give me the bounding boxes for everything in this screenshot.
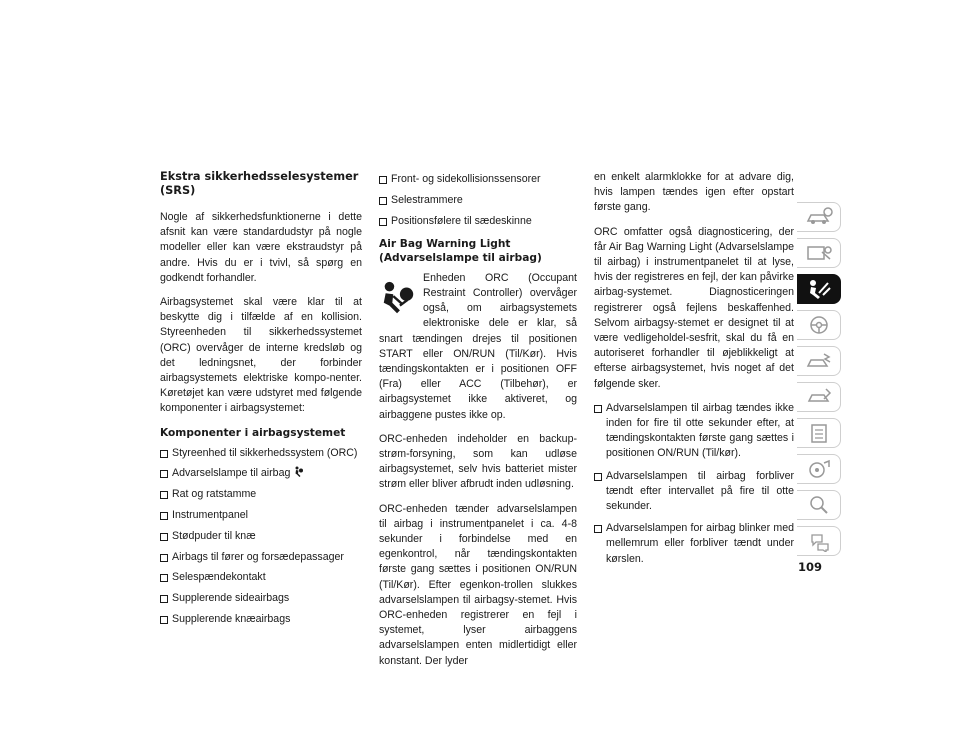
list-item: Advarselslampen for airbag blinker med mellemrum eller forbliver tændt under kørslen. [594, 521, 794, 567]
list-item: Advarselslampen til airbag tændes ikke inden for fire til otte sekunder efter, at tændingskontakten første gang sættes i positionen ON/RUN (Til/kør). [594, 401, 794, 462]
column-3 [594, 170, 794, 575]
section-heading: Ekstra sikkerhedsselesystemer (SRS) [160, 170, 359, 197]
tab-multimedia[interactable] [797, 454, 841, 484]
list-item: Instrumentpanel [160, 508, 362, 523]
list-item: Stødpuder til knæ [160, 529, 362, 544]
tab-dashboard-lights[interactable] [797, 238, 841, 268]
diagnostics-paragraph: ORC omfatter også diagnosticering, der får Air Bag Warning Light (Advarselslampe til airbag) i instrumentpanelet til at lyse, hvis der registreres en fejl, der kan påvirke airbag-systemet. Diagnosticeringen registrerer også fejlens beskaffenhed. Selvom airbagsy-stemet er designet til at være vedligeholdel-sesfrit, skal du få en autoriseret forhandler til øjeblikkeligt at efterse airbagsystemet, hvis noget af det følgende sker. [594, 225, 794, 390]
tab-emergency[interactable] [797, 346, 841, 376]
chapter-tabs [797, 202, 841, 562]
tab-index[interactable] [797, 490, 841, 520]
alarm-paragraph: en enkelt alarmklokke for at advare dig, hvis lampen tændes igen efter opstart første gang. [594, 171, 794, 214]
backup-power-paragraph: ORC-enheden indeholder en backup-strøm-forsyning, som kan udløse airbagsystemet, selv hvis batteriet mister strøm eller bliver afbrudt inden udløsning. [379, 432, 577, 491]
tab-languages[interactable] [797, 526, 841, 556]
airbag-warning-icon [294, 466, 303, 478]
search-icon [804, 494, 834, 516]
list-item: Advarselslampe til airbag [160, 466, 362, 481]
list-item: Airbags til fører og forsædepassager [160, 550, 362, 565]
list-item: Supplerende knæairbags [160, 612, 362, 627]
list-item: Styreenhed til sikkerhedssystem (ORC) [160, 446, 362, 461]
list-item: Rat og ratstamme [160, 487, 362, 502]
steering-wheel-icon [804, 314, 834, 336]
orc-paragraph: Enheden ORC (Occupant Restraint Controller) overvåger også, om airbagsystemets elektroniske dele er klar, så snart tændingen drejes til positionen START eller ON/RUN (Til/Kør). Hvis tændingskontakten er i positionen OFF (Fra) eller ACC (Tilbehør), er airbagsystemet ikke aktiveret, og airbaggene pustes ikke op. [379, 271, 577, 421]
warning-light-subheading: Air Bag Warning Light (Advarselslampe til airbag) [379, 237, 542, 264]
languages-icon [804, 530, 834, 552]
tab-safety[interactable] [797, 274, 841, 304]
tab-car-info[interactable] [797, 202, 841, 232]
column-2 [379, 172, 577, 678]
components-subheading: Komponenter i airbagsystemet [160, 426, 346, 439]
intro-paragraph: Nogle af sikkerhedsfunktionerne i dette afsnit kan være standardudstyr på nogle modeller eller kan være ekstraudstyr på andre. Hvis du er i tvivl, så spørg en godkendt forhandler. [160, 211, 362, 284]
list-item: Advarselslampen til airbag forbliver tændt efter intervallet på fire til otte sekunder. [594, 469, 794, 515]
list-item: Supplerende sideairbags [160, 591, 362, 606]
car-service-icon [804, 386, 834, 408]
multimedia-icon [804, 458, 834, 480]
airbag-system-paragraph: Airbagsystemet skal være klar til at beskytte dig i tilfælde af en kollision. Styreenheden til sikkerhedssystemet (ORC) overvåger de interne kredsløb og det ledningsnet, der forbinder airbagsystemets elektriske kompo-nenter. Køretøjet kan være udstyret med følgende komponenter i airbagsystemet: [160, 296, 362, 415]
list-item: Selestrammere [379, 193, 577, 208]
self-check-paragraph: ORC-enheden tænder advarselslampen til airbag i instrumentpanelet i ca. 4-8 sekunder i forbindelse med en egenkontrol, når tændingskontakten første gang sættes i positionen ON/RUN (Til/Kør). Efter egenkon-trollen slukkes advarselslampen til airbagsy-stemet. Hvis ORC-enheden registrerer en fejl i systemet, lyser airbaggens advarselslampen enten midlertidigt eller konstant. Der lyder [379, 502, 577, 667]
tab-specifications[interactable] [797, 418, 841, 448]
list-item: Selespændekontakt [160, 570, 362, 585]
list-item: Positionsfølere til sædeskinne [379, 214, 577, 229]
page-number: 109 [798, 560, 823, 574]
car-crash-icon [804, 350, 834, 372]
list-item: Front- og sidekollisionssensorer [379, 172, 577, 187]
car-info-icon [804, 206, 834, 228]
components-list [160, 446, 362, 628]
column-1 [160, 170, 362, 635]
airbag-warning-light-icon [379, 279, 417, 317]
warning-light-block [379, 271, 577, 423]
dashboard-light-icon [804, 242, 834, 264]
components-list-continued [379, 172, 577, 229]
tab-driving[interactable] [797, 310, 841, 340]
checklist-icon [804, 422, 834, 444]
tab-service[interactable] [797, 382, 841, 412]
fault-conditions-list [594, 401, 794, 567]
airbag-seat-icon [804, 278, 834, 300]
